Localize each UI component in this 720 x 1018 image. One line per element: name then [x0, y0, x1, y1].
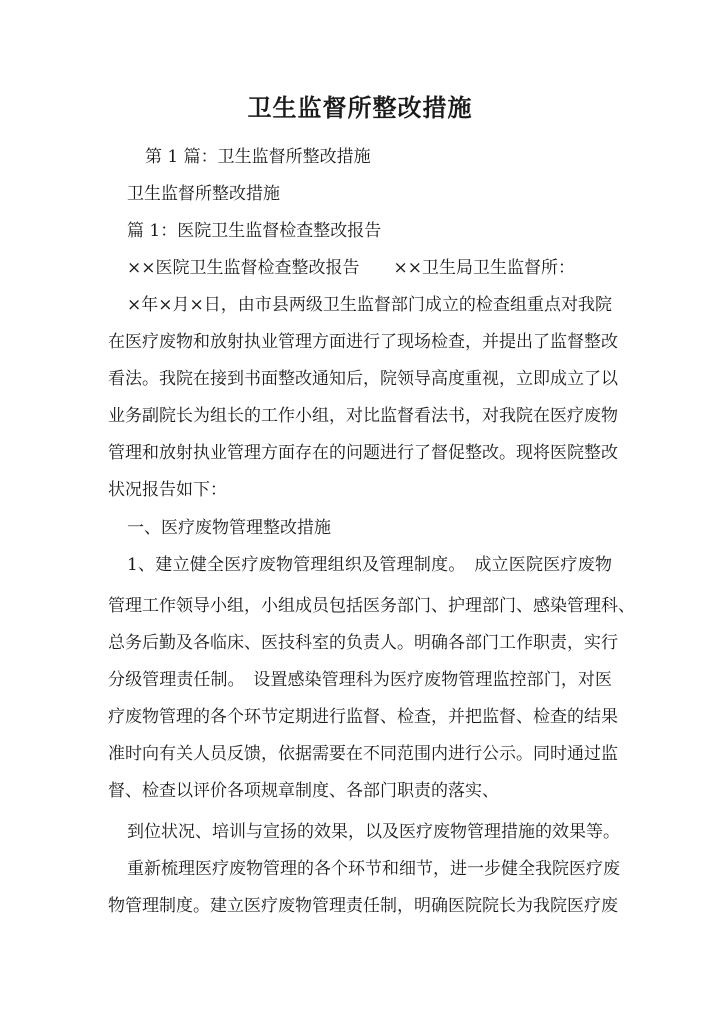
section-heading: 一、医疗废物管理整改措施 — [127, 518, 331, 538]
text-line: 1、建立健全医疗废物管理组织及管理制度。 成立医院医疗废物 — [127, 555, 612, 575]
text-line: 管理和放射执业管理方面存在的问题进行了督促整改。现将医院整改 — [108, 443, 618, 463]
text-line: 疗废物管理的各个环节定期进行监督、检查，并把监督、检查的结果 — [108, 707, 618, 727]
text-line: 督、检查以评价各项规章制度、各部门职责的落实、 — [108, 781, 499, 801]
text-line: 业务副院长为组长的工作小组，对比监督看法书，对我院在医疗废物 — [108, 406, 618, 426]
text-line: ×年×月×日，由市县两级卫生监督部门成立的检查组重点对我院 — [127, 295, 612, 315]
text-line: 篇 1：医院卫生监督检查整改报告 — [127, 221, 382, 241]
text-line: 卫生监督所整改措施 — [127, 184, 280, 204]
text-line: 到位状况、培训与宣扬的效果，以及医疗废物管理措施的效果等。 — [127, 822, 620, 842]
text-line: 分级管理责任制。 设置感染管理科为医疗废物管理监控部门，对医 — [108, 670, 612, 690]
text-line: 状况报告如下： — [108, 480, 227, 500]
text-line: 物管理制度。建立医疗废物管理责任制，明确医院院长为我院医疗废 — [108, 896, 618, 916]
text-line: ××医院卫生监督检查整改报告 ××卫生局卫生监督所： — [127, 258, 575, 278]
document-title: 卫生监督所整改措施 — [247, 93, 473, 122]
text-line: 重新梳理医疗废物管理的各个环节和细节，进一步健全我院医疗废 — [127, 859, 620, 879]
text-line: 第 1 篇：卫生监督所整改措施 — [145, 147, 371, 167]
text-line: 在医疗废物和放射执业管理方面进行了现场检查，并提出了监督整改 — [108, 332, 618, 352]
text-line: 准时向有关人员反馈，依据需要在不同范围内进行公示。同时通过监 — [108, 744, 618, 764]
text-line: 管理工作领导小组，小组成员包括医务部门、护理部门、感染管理科、 — [108, 596, 635, 616]
text-line: 看法。我院在接到书面整改通知后，院领导高度重视，立即成立了以 — [108, 369, 618, 389]
text-line: 总务后勤及各临床、医技科室的负责人。明确各部门工作职责，实行 — [108, 633, 618, 653]
